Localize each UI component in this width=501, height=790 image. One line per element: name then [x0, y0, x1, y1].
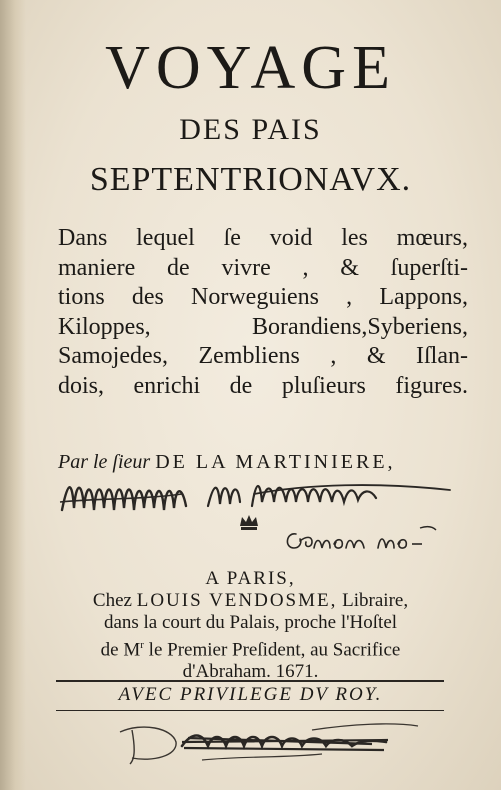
description-line: dois, enrichi de pluſieurs figures.	[58, 372, 468, 399]
imprint-address-line-3: d'Abraham. 1671.	[182, 661, 319, 683]
book-title: VOYAGE	[105, 34, 396, 102]
address-line-2-post: le Premier Preſident, au Sacrifice	[143, 639, 401, 661]
description-line: tions des Norweguiens , Lappons,	[58, 284, 468, 310]
crown-stamp-icon	[238, 512, 260, 532]
description-block	[58, 224, 468, 401]
bottom-rule	[56, 710, 444, 711]
handwritten-annotation	[282, 522, 442, 556]
description-line: maniere de vivre , & ſuperſti-	[58, 254, 468, 281]
imprint-address-line-2	[0, 634, 501, 661]
imprint-city: A PARIS,	[205, 568, 296, 589]
author-name: DE LA MARTINIERE,	[155, 451, 396, 473]
publisher-name: LOUIS VENDOSME,	[136, 590, 338, 611]
subtitle-line-2: SEPTENTRIONAVX.	[89, 161, 412, 198]
crossed-out-ownership-inscription	[112, 712, 422, 772]
description-line: Kiloppes, Borandiens,Syberiens,	[58, 313, 468, 340]
description-line: Samojedes, Zembliens , & Iſlan-	[58, 343, 468, 369]
privilege-line: AVEC PRIVILEGE DV ROY.	[118, 684, 383, 705]
subtitle-line-1: DES PAIS	[179, 113, 322, 146]
imprint-address-line-1: dans la court du Palais, proche l'Hoſtel	[103, 612, 398, 633]
address-line-2-superscript: r	[140, 639, 144, 651]
address-line-2-pre: de M	[100, 639, 141, 661]
top-rule	[56, 680, 444, 682]
description-line: Dans lequel ſe void les mœurs,	[58, 225, 468, 251]
publisher-role: Libraire,	[342, 590, 409, 611]
author-prefix: Par le ſieur	[58, 451, 151, 473]
publisher-prefix: Chez	[92, 590, 132, 611]
imprint-publisher-line	[0, 590, 501, 612]
imprint-block	[0, 568, 501, 683]
